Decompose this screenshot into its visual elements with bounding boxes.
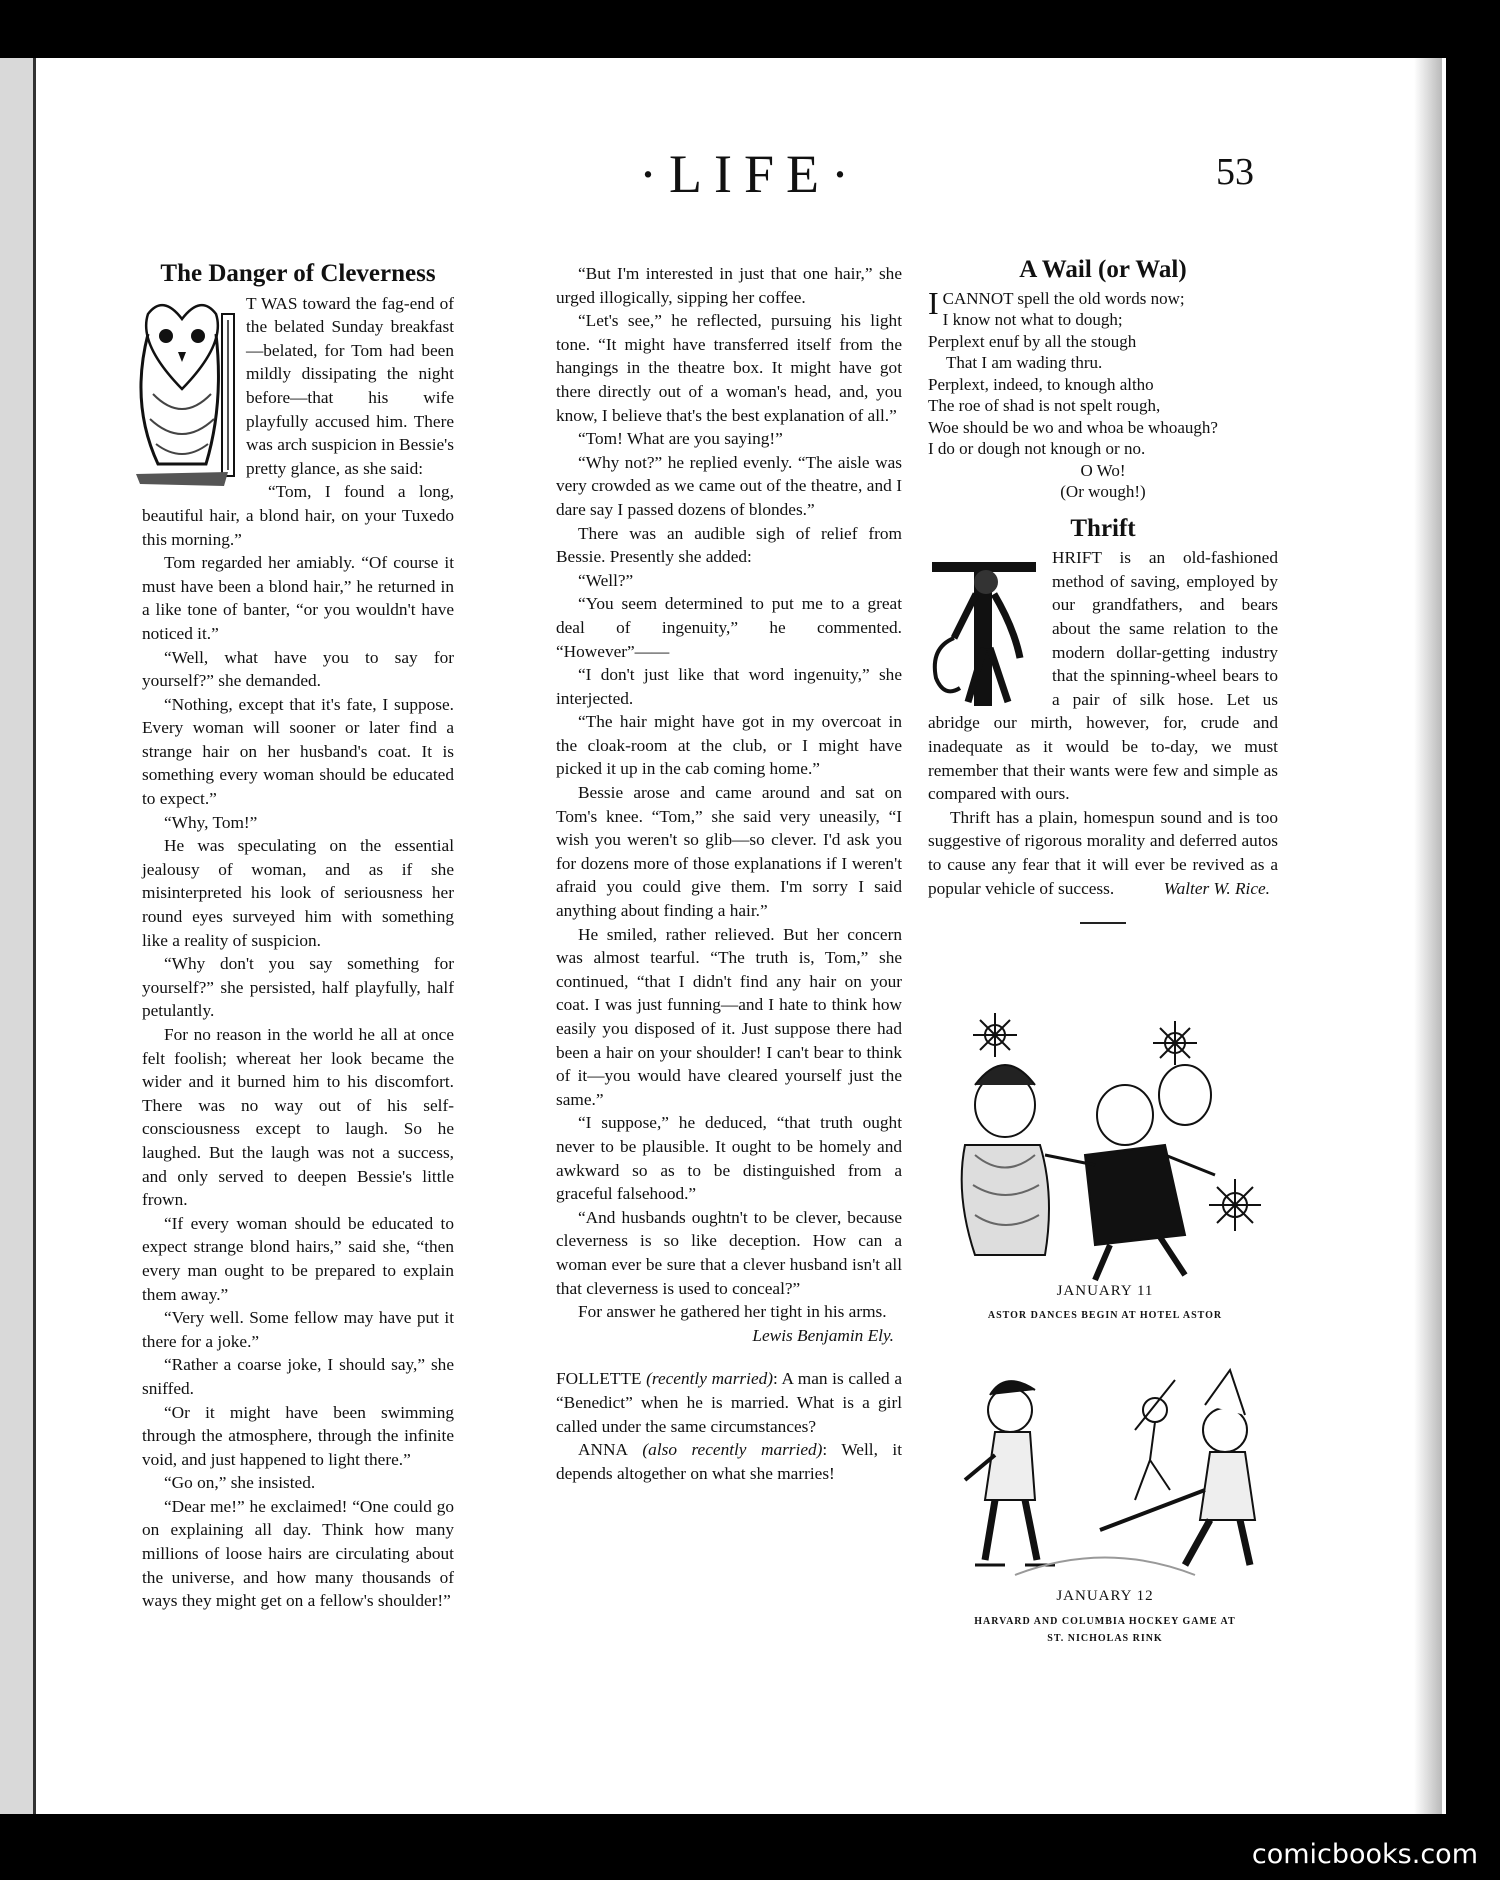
- story-paragraph: “If every woman should be educated to expect strange blond hairs,” said she, “then every man ought to be prepared to explain them away.”: [142, 1213, 454, 1304]
- poem: ICANNOT spell the old words now; I know not what to dough; Perplext enuf by all the stough That I am wading thru. Perplext, indeed, to knough altho The roe of shad is not spelt rough, Woe should be wo and whoa be whoaugh? I do or dough not knough or no. O Wo! (Or wough!): [928, 288, 1278, 503]
- story-paragraph: “Tom! What are you saying!”: [578, 429, 783, 449]
- story-paragraph: “Let's see,” he reflected, pursuing his light tone. “It might have transferred itself from the hangings in the theatre box. It might have got there directly out of a woman's head, and, you know, I believe that's the best explanation of all.”: [556, 311, 902, 425]
- sparkle-icon: [1153, 1021, 1197, 1065]
- poem-line: (Or wough!): [1060, 482, 1146, 502]
- story-paragraph: “Well, what have you to say for yourself?” she demanded.: [142, 647, 454, 691]
- caption-text: ASTOR DANCES BEGIN AT HOTEL ASTOR: [987, 1310, 1223, 1321]
- joke-speaker-anna: ANNA: [578, 1440, 628, 1460]
- poem-line: O Wo!: [1080, 460, 1126, 480]
- story-paragraph: “Why don't you say something for yourself?” she persisted, half playfully, half petulantly.: [142, 954, 454, 1021]
- story-paragraph: “Very well. Some fellow may have put it there for a joke.”: [142, 1308, 454, 1351]
- poem-line: I do or dough not knough or no.: [928, 439, 1146, 459]
- story-paragraph: “Why not?” he replied evenly. “The aisle was very crowded as we came out of the theatre, and I dare say I passed dozens of blondes.”: [556, 452, 902, 519]
- joke-note: (recently married): [646, 1369, 774, 1389]
- story-paragraph: “Tom, I found a long, beautiful hair, a blond hair, on your Tuxedo this morning.”: [142, 482, 454, 549]
- previous-page-edge: [0, 58, 36, 1814]
- story-paragraph: “Or it might have been swimming through the atmosphere, through the infinite void, and just happened to light there.”: [142, 1402, 454, 1469]
- poem-line: That I am wading thru.: [946, 353, 1103, 373]
- caption-date: JANUARY 11: [1056, 1283, 1154, 1299]
- poem-title: A Wail (or Wal): [1019, 256, 1187, 283]
- thrift-paragraph: Thrift has a plain, homespun sound and is too suggestive of rigorous morality and deferred autos to cause any fear that it will ever be revived as a popular vehicle of success.: [928, 807, 1278, 898]
- story-paragraph: “Well?”: [578, 570, 634, 590]
- story-paragraph: There was an audible sigh of relief from Bessie. Presently she added:: [556, 523, 902, 567]
- caption-text: HARVARD AND COLUMBIA HOCKEY GAME AT: [974, 1616, 1236, 1627]
- joke-speaker-follette: FOLLETTE: [556, 1369, 642, 1389]
- story-title: The Danger of Cleverness: [160, 260, 436, 287]
- poem-line: The roe of shad is not spelt rough,: [928, 396, 1161, 416]
- watermark: comicbooks.com: [1251, 1839, 1478, 1870]
- page-number: 53: [1216, 151, 1254, 193]
- story-paragraph: “Nothing, except that it's fate, I suppose. Every woman will sooner or later find a strange hair on her husband's coat. It is something every woman should be educated to expect.”: [142, 694, 454, 809]
- poem-line: CANNOT spell the old words now;: [942, 288, 1185, 308]
- story-paragraph: “Why, Tom!”: [164, 812, 258, 832]
- divider: [1080, 922, 1126, 924]
- story-paragraph: He was speculating on the essential jealousy of woman, and as if she misinterpreted his look of seriousness her round eyes surveyed him with something like a reality of suspicion.: [142, 836, 454, 950]
- follette-joke: [556, 1367, 902, 1485]
- column-1: [142, 262, 454, 1613]
- joke-note: (also recently married): [642, 1440, 823, 1460]
- joke-text: : Well, it depends altogether on what she marries!: [556, 1440, 902, 1483]
- story-paragraph: “Rather a coarse joke, I should say,” she sniffed.: [142, 1355, 454, 1398]
- sparkle-icon: [1209, 1179, 1261, 1231]
- story-paragraph: For answer he gathered her tight in his arms.: [578, 1302, 887, 1322]
- story-paragraph: For no reason in the world he all at once felt foolish; whereat her look became the wider and it burned him to his discomfort. There was no way out of his self-consciousness except to laugh. So he laughed. But the laugh was not a success, and only served to deepen Bessie's little frown.: [142, 1025, 454, 1210]
- story-paragraph: “Go on,” she insisted.: [164, 1473, 316, 1493]
- caption-date: JANUARY 12: [1056, 1588, 1154, 1604]
- story-paragraph: T WAS toward the fag-end of the belated Sunday breakfast—belated, for Tom had been mildly dissipating the night before—that his wife playfully accused him. There was arch suspicion in Bessie's pretty glance, as she said:: [246, 293, 454, 478]
- monkey-drop-cap-icon: [924, 548, 1044, 710]
- caption-text: ST. NICHOLAS RINK: [1047, 1633, 1163, 1644]
- story-paragraph: “I don't just like that word ingenuity,” she interjected.: [556, 665, 902, 708]
- story-signature: Lewis Benjamin Ely.: [752, 1325, 894, 1345]
- poem-line: Perplext, indeed, to knough altho: [928, 374, 1154, 394]
- joke-text: : A man is called a “Benedict” when he is married. What is a girl called under the same circumstances?: [556, 1369, 902, 1436]
- column-3: [928, 258, 1278, 924]
- story-paragraph: “The hair might have got in my overcoat in the cloak-room at the club, or I might have picked it up in the cab coming home.”: [556, 712, 902, 779]
- story-paragraph: “But I'm interested in just that one hair,” she urged illogically, sipping her coffee.: [556, 264, 902, 307]
- thrift-title: Thrift: [1070, 514, 1136, 542]
- thrift-paragraph: HRIFT is an old-fashioned method of saving, employed by our grandfathers, and bears about the same relation to the modern dollar-getting industry that the spinning-wheel bears to a pair of silk hose. Let us abridge our mirth, however, for, crude and inadequate as it would be to-day, we must remember that their wants were few and simple as compared with ours.: [928, 548, 1278, 804]
- poem-line: Perplext enuf by all the stough: [928, 331, 1137, 351]
- story-paragraph: Tom regarded her amiably. “Of course it must have been a blond hair,” he returned in a like tone of banter, “or you wouldn't have noticed it.”: [142, 553, 454, 643]
- owl-drop-cap-icon: [128, 294, 236, 494]
- story-paragraph: “Dear me!” he exclaimed! “One could go on explaining all day. Think how many millions of loose hairs are circulating about the universe, and how many thousands of ways they might get on a fellow's shoulder!”: [142, 1496, 454, 1611]
- story-paragraph: “And husbands oughtn't to be clever, because cleverness is so like deception. How can a woman ever be sure that a clever husband isn't all that cleverness is used to conceal?”: [556, 1207, 902, 1298]
- astor-dance-cartoon: [935, 1005, 1275, 1285]
- thrift-signature: Walter W. Rice.: [1163, 878, 1270, 898]
- story-paragraph: He smiled, rather relieved. But her concern was almost tearful. “The truth is, Tom,” she continued, “that I didn't find any hair on your coat. I was just funning—and I hate to think how easily you disposed of it. Just suppose there had been a hair on your shoulder! I can't bear to think of it—you would have cleared yourself just the same.”: [556, 924, 902, 1109]
- column-2: [556, 262, 902, 1485]
- poem-line: I know not what to dough;: [942, 310, 1123, 330]
- sparkle-icon: [973, 1013, 1017, 1057]
- hockey-cartoon: [955, 1360, 1265, 1585]
- masthead: ·LIFE·: [639, 144, 861, 204]
- poem-line: Woe should be wo and whoa be whoaugh?: [928, 417, 1218, 437]
- story-paragraph: Bessie arose and came around and sat on Tom's knee. “Tom,” she said very uneasily, “I wish you weren't so glib—so clever. I'd ask you for dozens more of those explanations if I weren't afraid you could give them. I'm sorry I said anything about finding a hair.”: [556, 783, 902, 921]
- story-paragraph: “You seem determined to put me to a great deal of ingenuity,” he commented. “However”——: [556, 594, 902, 661]
- story-paragraph: “I suppose,” he deduced, “that truth ought never to be plausible. It ought to be homely and awkward so as to be distinguished from a graceful falsehood.”: [556, 1113, 902, 1204]
